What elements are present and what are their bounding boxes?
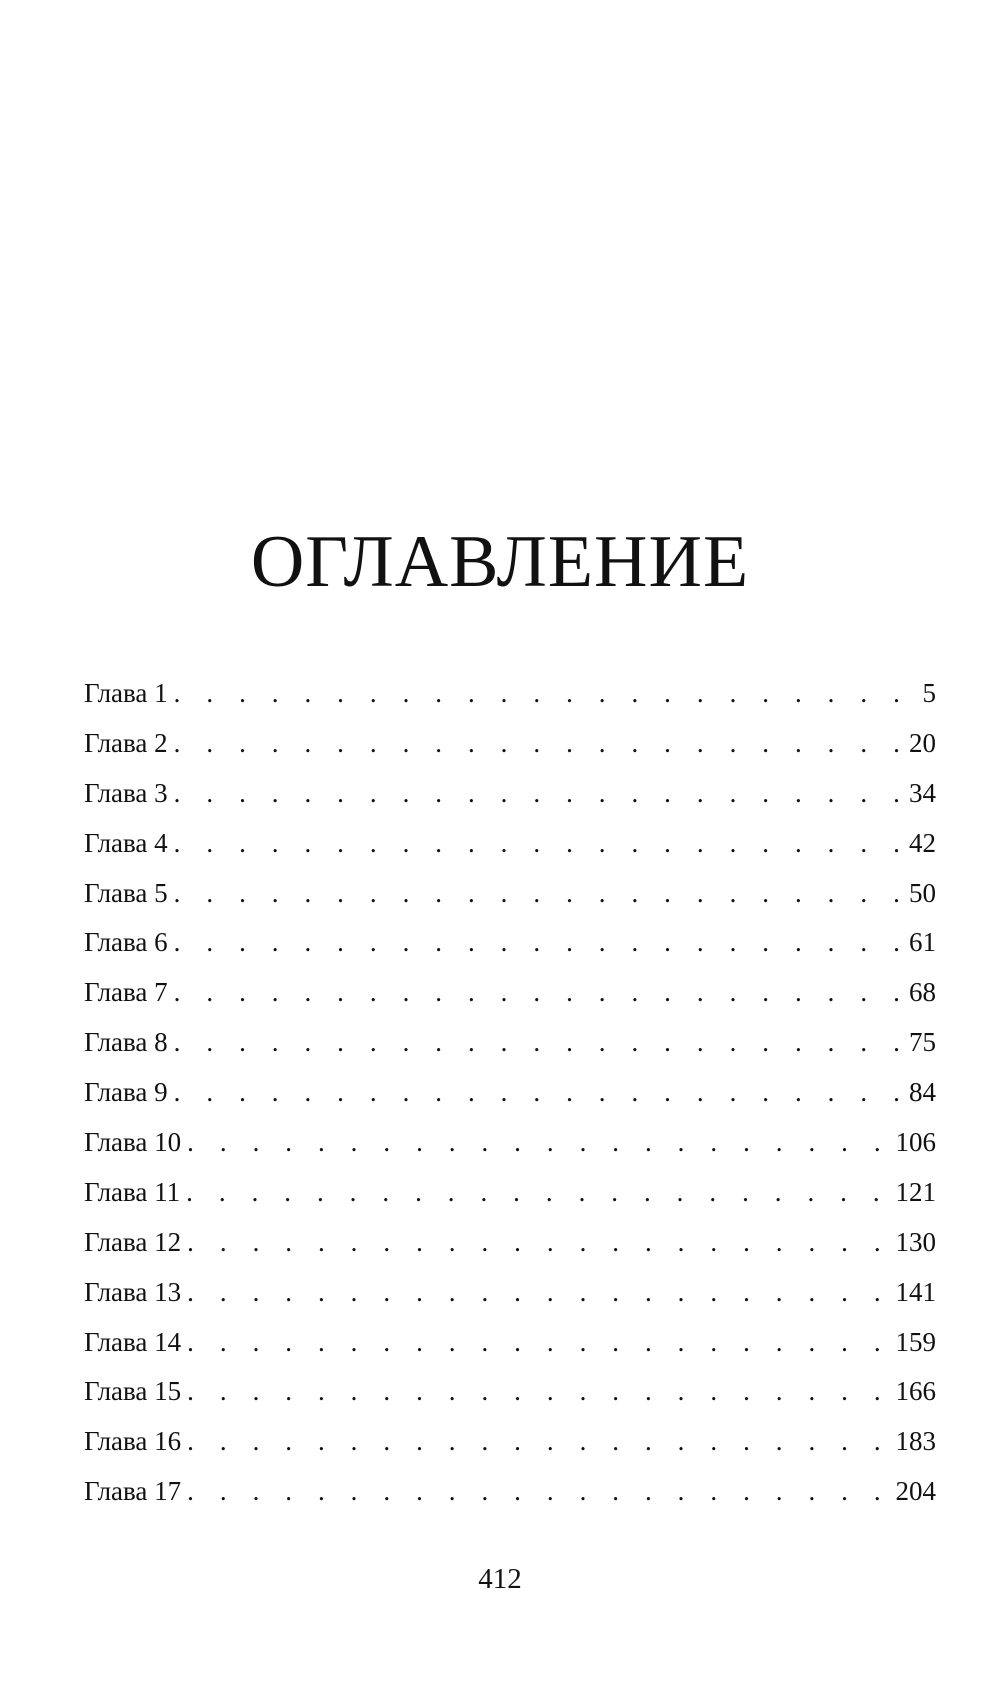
toc-entry-page: 75 [909,1027,936,1058]
toc-entry-page: 159 [895,1326,936,1357]
toc-entry-page: 20 [909,727,936,758]
page-number: 412 [478,1563,522,1595]
toc-dot-leader [168,1024,905,1060]
toc-dot-leader [168,974,905,1010]
toc-dot-leader [168,825,905,861]
toc-dot-leader [181,1373,891,1409]
toc-entry[interactable] [84,825,936,875]
toc-dot-leader [180,1174,891,1210]
toc-entry[interactable] [84,725,936,775]
toc-entry-page: 183 [895,1426,936,1457]
toc-entry[interactable] [84,1124,936,1174]
toc-entry[interactable] [84,1074,936,1124]
toc-dot-leader [181,1124,891,1160]
toc-dot-leader [181,1324,891,1360]
toc-entry-label: Глава 8 [84,1027,168,1058]
toc-entry[interactable] [84,924,936,974]
toc-entry[interactable] [84,1473,936,1523]
toc-entry-label: Глава 16 [84,1426,182,1457]
toc-entry-page: 5 [922,678,936,708]
toc-entry[interactable] [84,875,936,925]
toc-dot-leader [181,1274,891,1310]
toc-entry-label: Глава 17 [84,1476,182,1507]
toc-entry[interactable] [84,1423,936,1473]
toc-entry-page: 166 [895,1376,936,1407]
toc-entry-label: Глава 4 [84,827,168,858]
toc-entry-label: Глава 6 [84,927,168,958]
toc-entry[interactable] [84,775,936,825]
toc-entry-label: Глава 7 [84,977,168,1008]
toc-entry-label: Глава 10 [84,1127,182,1158]
toc-entry-label: Глава 12 [84,1226,182,1257]
toc-entry-page: 42 [909,827,936,858]
page-title: ОГЛАВЛЕНИЕ [250,521,750,603]
toc-entry-label: Глава 3 [84,777,168,808]
toc-entry[interactable] [84,675,936,725]
toc-entry-label: Глава 2 [84,727,168,758]
toc-entry-label: Глава 1 [84,678,168,708]
toc-dot-leader [181,1423,891,1459]
toc-entry-page: 61 [909,927,936,958]
toc-entry-page: 50 [909,877,936,908]
toc-entry-label: Глава 14 [84,1326,182,1357]
toc-dot-leader [181,1473,891,1509]
toc-entry-label: Глава 9 [84,1077,168,1108]
toc-dot-leader [168,875,905,911]
toc-entry[interactable] [84,1324,936,1374]
toc-entry-page: 34 [909,777,936,808]
toc-entry-label: Глава 5 [84,877,168,908]
toc-dot-leader [168,924,905,960]
toc-entry[interactable] [84,1024,936,1074]
toc-entry-page: 84 [909,1077,936,1108]
toc-entry-page: 130 [895,1226,936,1257]
toc-dot-leader [168,1074,905,1110]
toc-entry-page: 141 [895,1276,936,1307]
toc-entry-page: 106 [895,1127,936,1158]
toc-entry-page: 121 [895,1176,936,1207]
toc-entry[interactable] [84,1373,936,1423]
toc-entry-label: Глава 15 [84,1376,182,1407]
toc-dot-leader [168,725,905,761]
toc-entry-page: 204 [895,1476,936,1507]
toc-dot-leader [168,675,919,711]
toc-dot-leader [168,775,905,811]
toc-entry[interactable] [84,1274,936,1324]
toc-entry-label: Глава 11 [84,1176,181,1207]
toc-entry[interactable] [84,974,936,1024]
toc-entry[interactable] [84,1174,936,1224]
toc-dot-leader [181,1224,891,1260]
toc-entry-label: Глава 13 [84,1276,182,1307]
toc-entry[interactable] [84,1224,936,1274]
table-of-contents [84,675,936,1523]
toc-entry-page: 68 [909,977,936,1008]
